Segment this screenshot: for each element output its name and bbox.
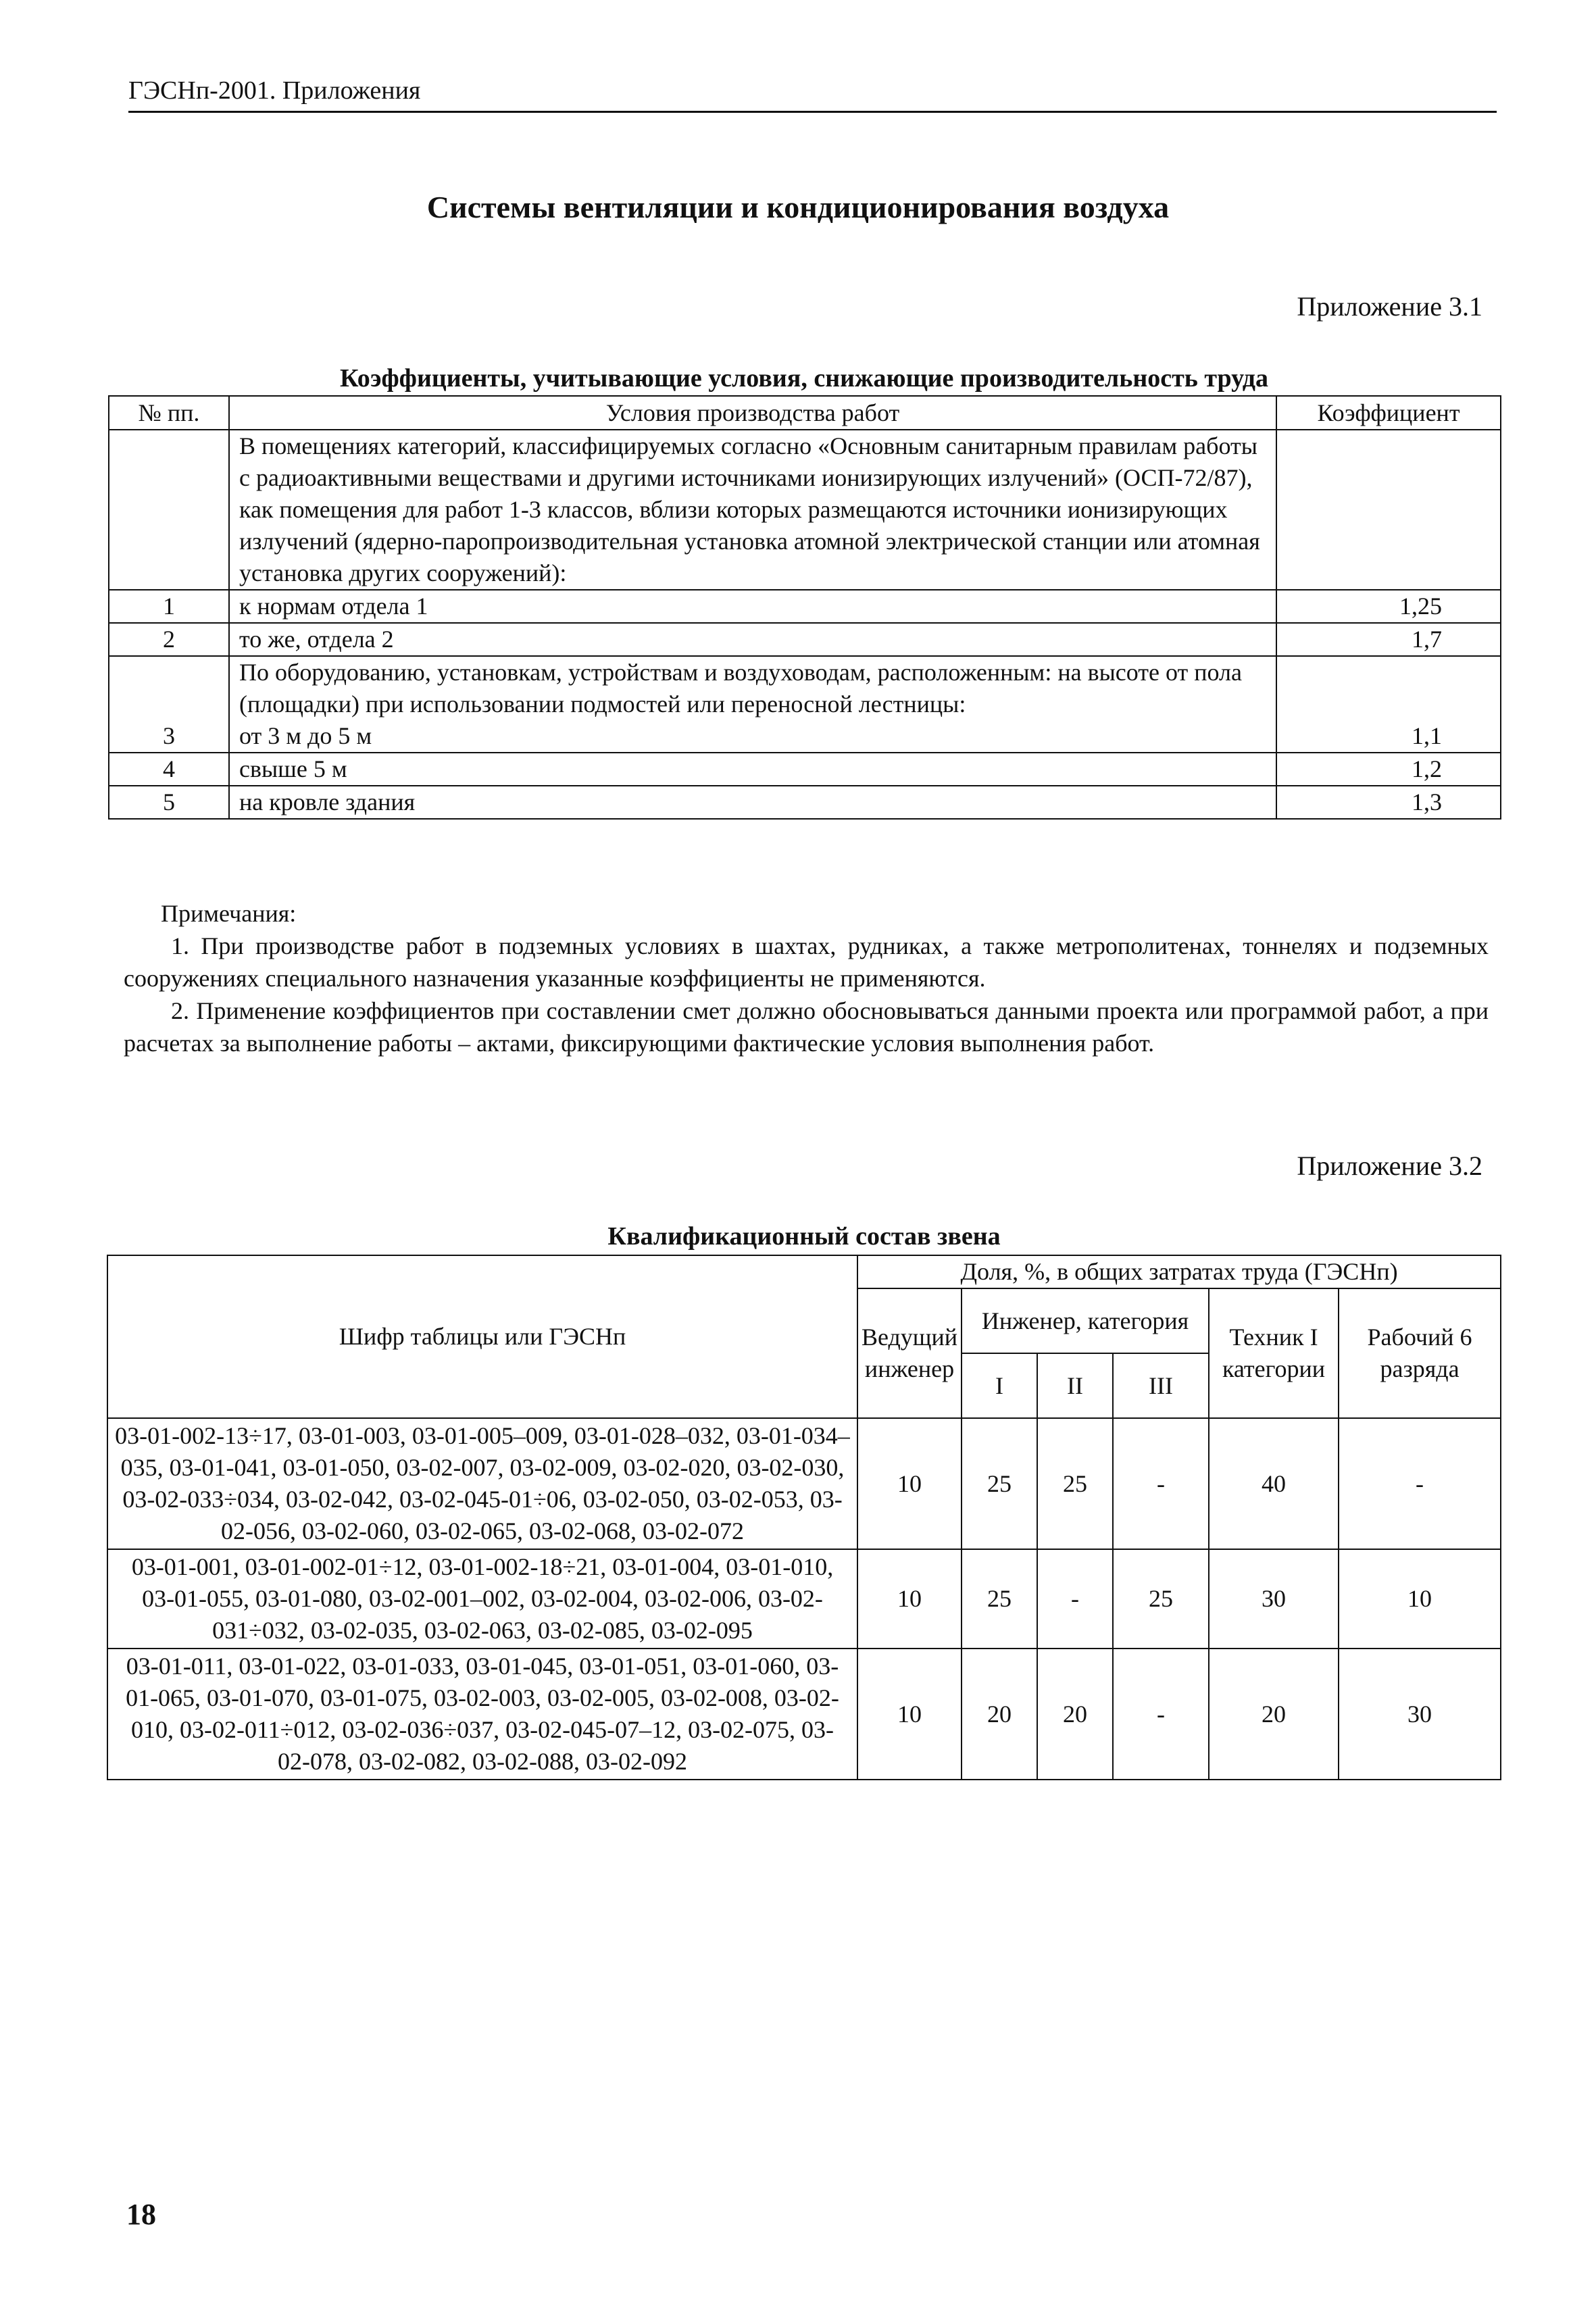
row-codes: 03-01-011, 03-01-022, 03-01-033, 03-01-045, 03-01-051, 03-01-060, 03-01-065, 03-01-070, 03-01-075, 03-02-003, 03-02-005, 03-02-008, 03-02-010, 03-02-011÷012, 03-02-036÷037, 03-02-045-07–12, 03-02-075, 03-02-078, 03-02-082, 03-02-088, 03-02-092 (107, 1649, 857, 1780)
header-code: Шифр таблицы или ГЭСНп (107, 1255, 857, 1418)
row-codes: 03-01-001, 03-01-002-01÷12, 03-01-002-18÷21, 03-01-004, 03-01-010, 03-01-055, 03-01-080, 03-02-001–002, 03-02-004, 03-02-006, 03-02-031÷032, 03-02-035, 03-02-063, 03-02-085, 03-02-095 (107, 1549, 857, 1649)
table-row (109, 753, 1501, 786)
cell-eng3: - (1113, 1418, 1209, 1549)
table-row (109, 623, 1501, 656)
appendix-32-label: Приложение 3.2 (1297, 1151, 1482, 1181)
intro-text-2: По оборудованию, установкам, устройствам и воздуховодам, расположенным: на высоте от пола (площадки) при использовании подмостей или переносной лестницы: (239, 659, 1242, 718)
header-category-1: I (962, 1353, 1037, 1418)
cell-eng3: - (1113, 1649, 1209, 1780)
header-category-2: II (1037, 1353, 1113, 1418)
header-worker: Рабочий 6 разряда (1339, 1288, 1501, 1418)
cell-eng3: 25 (1113, 1549, 1209, 1649)
table-row (109, 430, 1501, 590)
header-technician: Техник I категории (1209, 1288, 1339, 1418)
notes-block (124, 897, 1489, 1059)
row-coefficient: 1,1 (1276, 656, 1501, 753)
row-coefficient: 1,7 (1276, 623, 1501, 656)
table-row (107, 1649, 1501, 1780)
row-condition: на кровле здания (229, 786, 1276, 819)
cell-lead: 10 (857, 1418, 962, 1549)
cell-technician: 20 (1209, 1649, 1339, 1780)
row-condition: то же, отдела 2 (229, 623, 1276, 656)
row-coefficient: 1,3 (1276, 786, 1501, 819)
header-lead-engineer: Ведущий инженер (857, 1288, 962, 1418)
row-num: 5 (109, 786, 229, 819)
table-row (109, 590, 1501, 623)
cell-technician: 30 (1209, 1549, 1339, 1649)
header-share: Доля, %, в общих затратах труда (ГЭСНп) (857, 1255, 1501, 1288)
header-num: № пп. (109, 396, 229, 430)
row-codes: 03-01-002-13÷17, 03-01-003, 03-01-005–009, 03-01-028–032, 03-01-034–035, 03-01-041, 03-01-050, 03-02-007, 03-02-009, 03-02-020, 03-02-030, 03-02-033÷034, 03-02-042, 03-02-045-01÷06, 03-02-050, 03-02-053, 03-02-056, 03-02-060, 03-02-065, 03-02-068, 03-02-072 (107, 1418, 857, 1549)
note-item: 1. При производстве работ в подземных условиях в шахтах, рудниках, а также метрополитенах, тоннелях и подземных сооружениях специального назначения указанные коэффициенты не применяются. (124, 932, 1489, 992)
row-num: 2 (109, 623, 229, 656)
appendix-32-caption: Квалификационный состав звена (607, 1222, 1001, 1251)
running-head: ГЭСНп-2001. Приложения (128, 76, 1497, 113)
cell-technician: 40 (1209, 1418, 1339, 1549)
crew-composition-table (107, 1255, 1501, 1780)
table-row (107, 1549, 1501, 1649)
intro-text-1: В помещениях категорий, классифицируемых согласно «Основным санитарным правилам работы с радиоактивными веществами и другими источниками ионизирующих излучений» (ОСП-72/87), как помещения для работ 1-3 классов, вблизи которых размещаются источники ионизирующих излучений (ядерно-паропроизводительная установка атомной электрической станции или атомная установка других сооружений): (229, 430, 1276, 590)
row-condition: к нормам отдела 1 (229, 590, 1276, 623)
cell-eng1: 20 (962, 1649, 1037, 1780)
row-condition: свыше 5 м (229, 753, 1276, 786)
table-row (109, 786, 1501, 819)
row-num: 4 (109, 753, 229, 786)
cell-worker: - (1339, 1418, 1501, 1549)
cell-eng1: 25 (962, 1418, 1037, 1549)
header-coefficient: Коэффициент (1276, 396, 1501, 430)
page-number: 18 (126, 2198, 156, 2231)
row-coefficient: 1,2 (1276, 753, 1501, 786)
row-num: 1 (109, 590, 229, 623)
table-row (107, 1418, 1501, 1549)
cell-eng2: - (1037, 1549, 1113, 1649)
cell-worker: 30 (1339, 1649, 1501, 1780)
coefficients-table (108, 395, 1501, 820)
appendix-31-caption: Коэффициенты, учитывающие условия, снижающие производительность труда (340, 364, 1268, 393)
table-row (109, 656, 1501, 753)
note-item: 2. Применение коэффициентов при составлении смет должно обосновываться данными проекта или программой работ, а при расчетах за выполнение работы – актами, фиксирующими фактические условия выполнения работ. (124, 997, 1489, 1057)
row-coefficient: 1,25 (1276, 590, 1501, 623)
table-header-row (107, 1255, 1501, 1288)
table-header-row (109, 396, 1501, 430)
header-conditions: Условия производства работ (229, 396, 1276, 430)
notes-heading: Примечания: (161, 900, 297, 927)
row-condition: от 3 м до 5 м (239, 722, 372, 749)
cell-lead: 10 (857, 1649, 962, 1780)
row-num: 3 (109, 656, 229, 753)
cell-eng2: 25 (1037, 1418, 1113, 1549)
cell-eng1: 25 (962, 1549, 1037, 1649)
document-title: Системы вентиляции и кондиционирования воздуха (426, 190, 1170, 224)
appendix-31-label: Приложение 3.1 (1297, 291, 1482, 322)
cell-eng2: 20 (1037, 1649, 1113, 1780)
header-engineer: Инженер, категория (962, 1288, 1209, 1353)
header-category-3: III (1113, 1353, 1209, 1418)
cell-lead: 10 (857, 1549, 962, 1649)
cell-worker: 10 (1339, 1549, 1501, 1649)
